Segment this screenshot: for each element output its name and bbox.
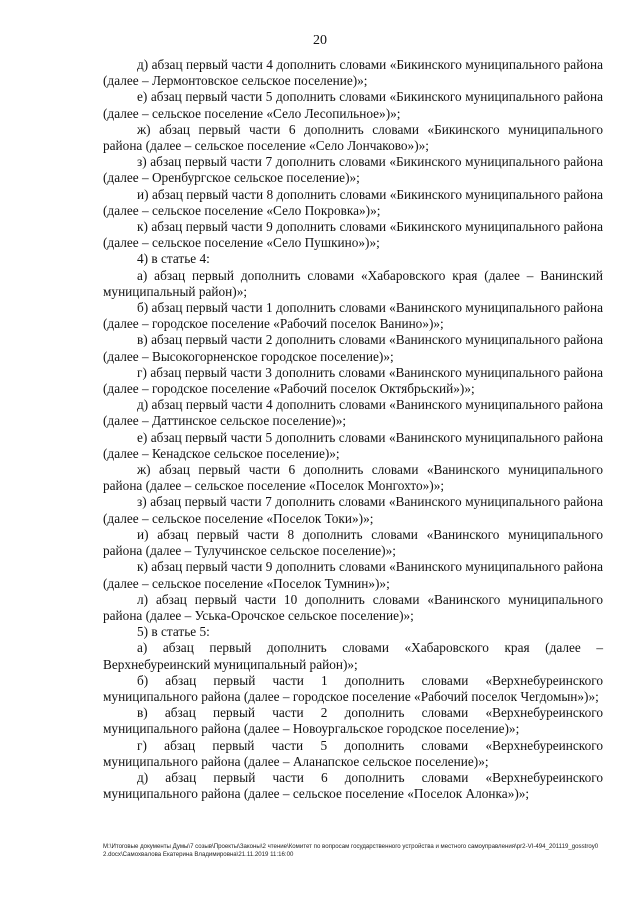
document-paragraph: к) абзац первый части 9 дополнить словами «Бикинского муниципального района (далее – сельское поселение «Село Пушкино»)»; — [103, 219, 603, 251]
document-paragraph: ж) абзац первый части 6 дополнить словами «Ванинского муниципального района (далее – сельское поселение «Поселок Монгохто»)»; — [103, 462, 603, 494]
document-paragraph: в) абзац первый части 2 дополнить словами «Верхнебуреинского муниципального района (далее – Новоургальское городское поселение)»; — [103, 705, 603, 737]
document-paragraph: б) абзац первый части 1 дополнить словами «Верхнебуреинского муниципального района (далее – городское поселение «Рабочий поселок Чегдомын»)»; — [103, 672, 603, 704]
document-paragraph: е) абзац первый части 5 дополнить словами «Бикинского муниципального района (далее – сельское поселение «Село Лесопильное»)»; — [103, 89, 603, 121]
document-paragraph: а) абзац первый дополнить словами «Хабаровского края (далее – Ванинский муниципальный район)»; — [103, 267, 603, 299]
document-paragraph: г) абзац первый части 5 дополнить словами «Верхнебуреинского муниципального района (далее – Аланапское сельское поселение)»; — [103, 737, 603, 769]
file-path-footer: M:\Итоговые документы Думы\7 созыв\Проекты\Законы\2 чтение\Комитет по вопросам государственного устройства и местного самоуправления\pr2-VI-494_201119_gosstroy02.docx\Самохвалова Екатерина Владимировна\21.11.2019 11:16:00 — [103, 843, 599, 858]
document-paragraph: з) абзац первый части 7 дополнить словами «Ванинского муниципального района (далее – сельское поселение «Поселок Токи»)»; — [103, 494, 603, 526]
document-paragraph: к) абзац первый части 9 дополнить словами «Ванинского муниципального района (далее – сельское поселение «Поселок Тумнин»)»; — [103, 559, 603, 591]
document-paragraph: 4) в статье 4: — [137, 251, 210, 267]
document-paragraph: а) абзац первый дополнить словами «Хабаровского края (далее – Верхнебуреинский муниципальный район)»; — [103, 640, 603, 672]
document-paragraph: з) абзац первый части 7 дополнить словами «Бикинского муниципального района (далее – Оренбургское сельское поселение)»; — [103, 154, 603, 186]
document-paragraph: д) абзац первый части 4 дополнить словами «Бикинского муниципального района (далее – Лермонтовское сельское поселение)»; — [103, 57, 603, 89]
document-paragraph: и) абзац первый части 8 дополнить словами «Бикинского муниципального района (далее – сельское поселение «Село Покровка»)»; — [103, 186, 603, 218]
document-paragraph: г) абзац первый части 3 дополнить словами «Ванинского муниципального района (далее – городское поселение «Рабочий поселок Октябрьский»)»; — [103, 364, 603, 397]
document-paragraph: б) абзац первый части 1 дополнить словами «Ванинского муниципального района (далее – городское поселение «Рабочий поселок Ванино»)»; — [103, 300, 603, 332]
document-paragraph: д) абзац первый части 4 дополнить словами «Ванинского муниципального района (далее – Даттинское сельское поселение)»; — [103, 397, 603, 429]
document-paragraph: 5) в статье 5: — [137, 624, 210, 640]
document-paragraph: л) абзац первый части 10 дополнить словами «Ванинского муниципального района (далее – Уська-Орочское сельское поселение)»; — [103, 591, 603, 623]
document-paragraph: и) абзац первый части 8 дополнить словами «Ванинского муниципального района (далее – Тулучинское сельское поселение)»; — [103, 526, 603, 559]
document-body — [103, 57, 603, 802]
page-number: 20 — [313, 33, 327, 48]
document-paragraph: в) абзац первый части 2 дополнить словами «Ванинского муниципального района (далее – Высокогорненское городское поселение)»; — [103, 332, 603, 364]
document-paragraph: ж) абзац первый части 6 дополнить словами «Бикинского муниципального района (далее – сельское поселение «Село Лончаково»)»; — [103, 121, 603, 154]
document-paragraph: д) абзац первый части 6 дополнить словами «Верхнебуреинского муниципального района (далее – сельское поселение «Поселок Алонка»)»; — [103, 769, 603, 802]
document-paragraph: е) абзац первый части 5 дополнить словами «Ванинского муниципального района (далее – Кенадское сельское поселение)»; — [103, 429, 603, 461]
